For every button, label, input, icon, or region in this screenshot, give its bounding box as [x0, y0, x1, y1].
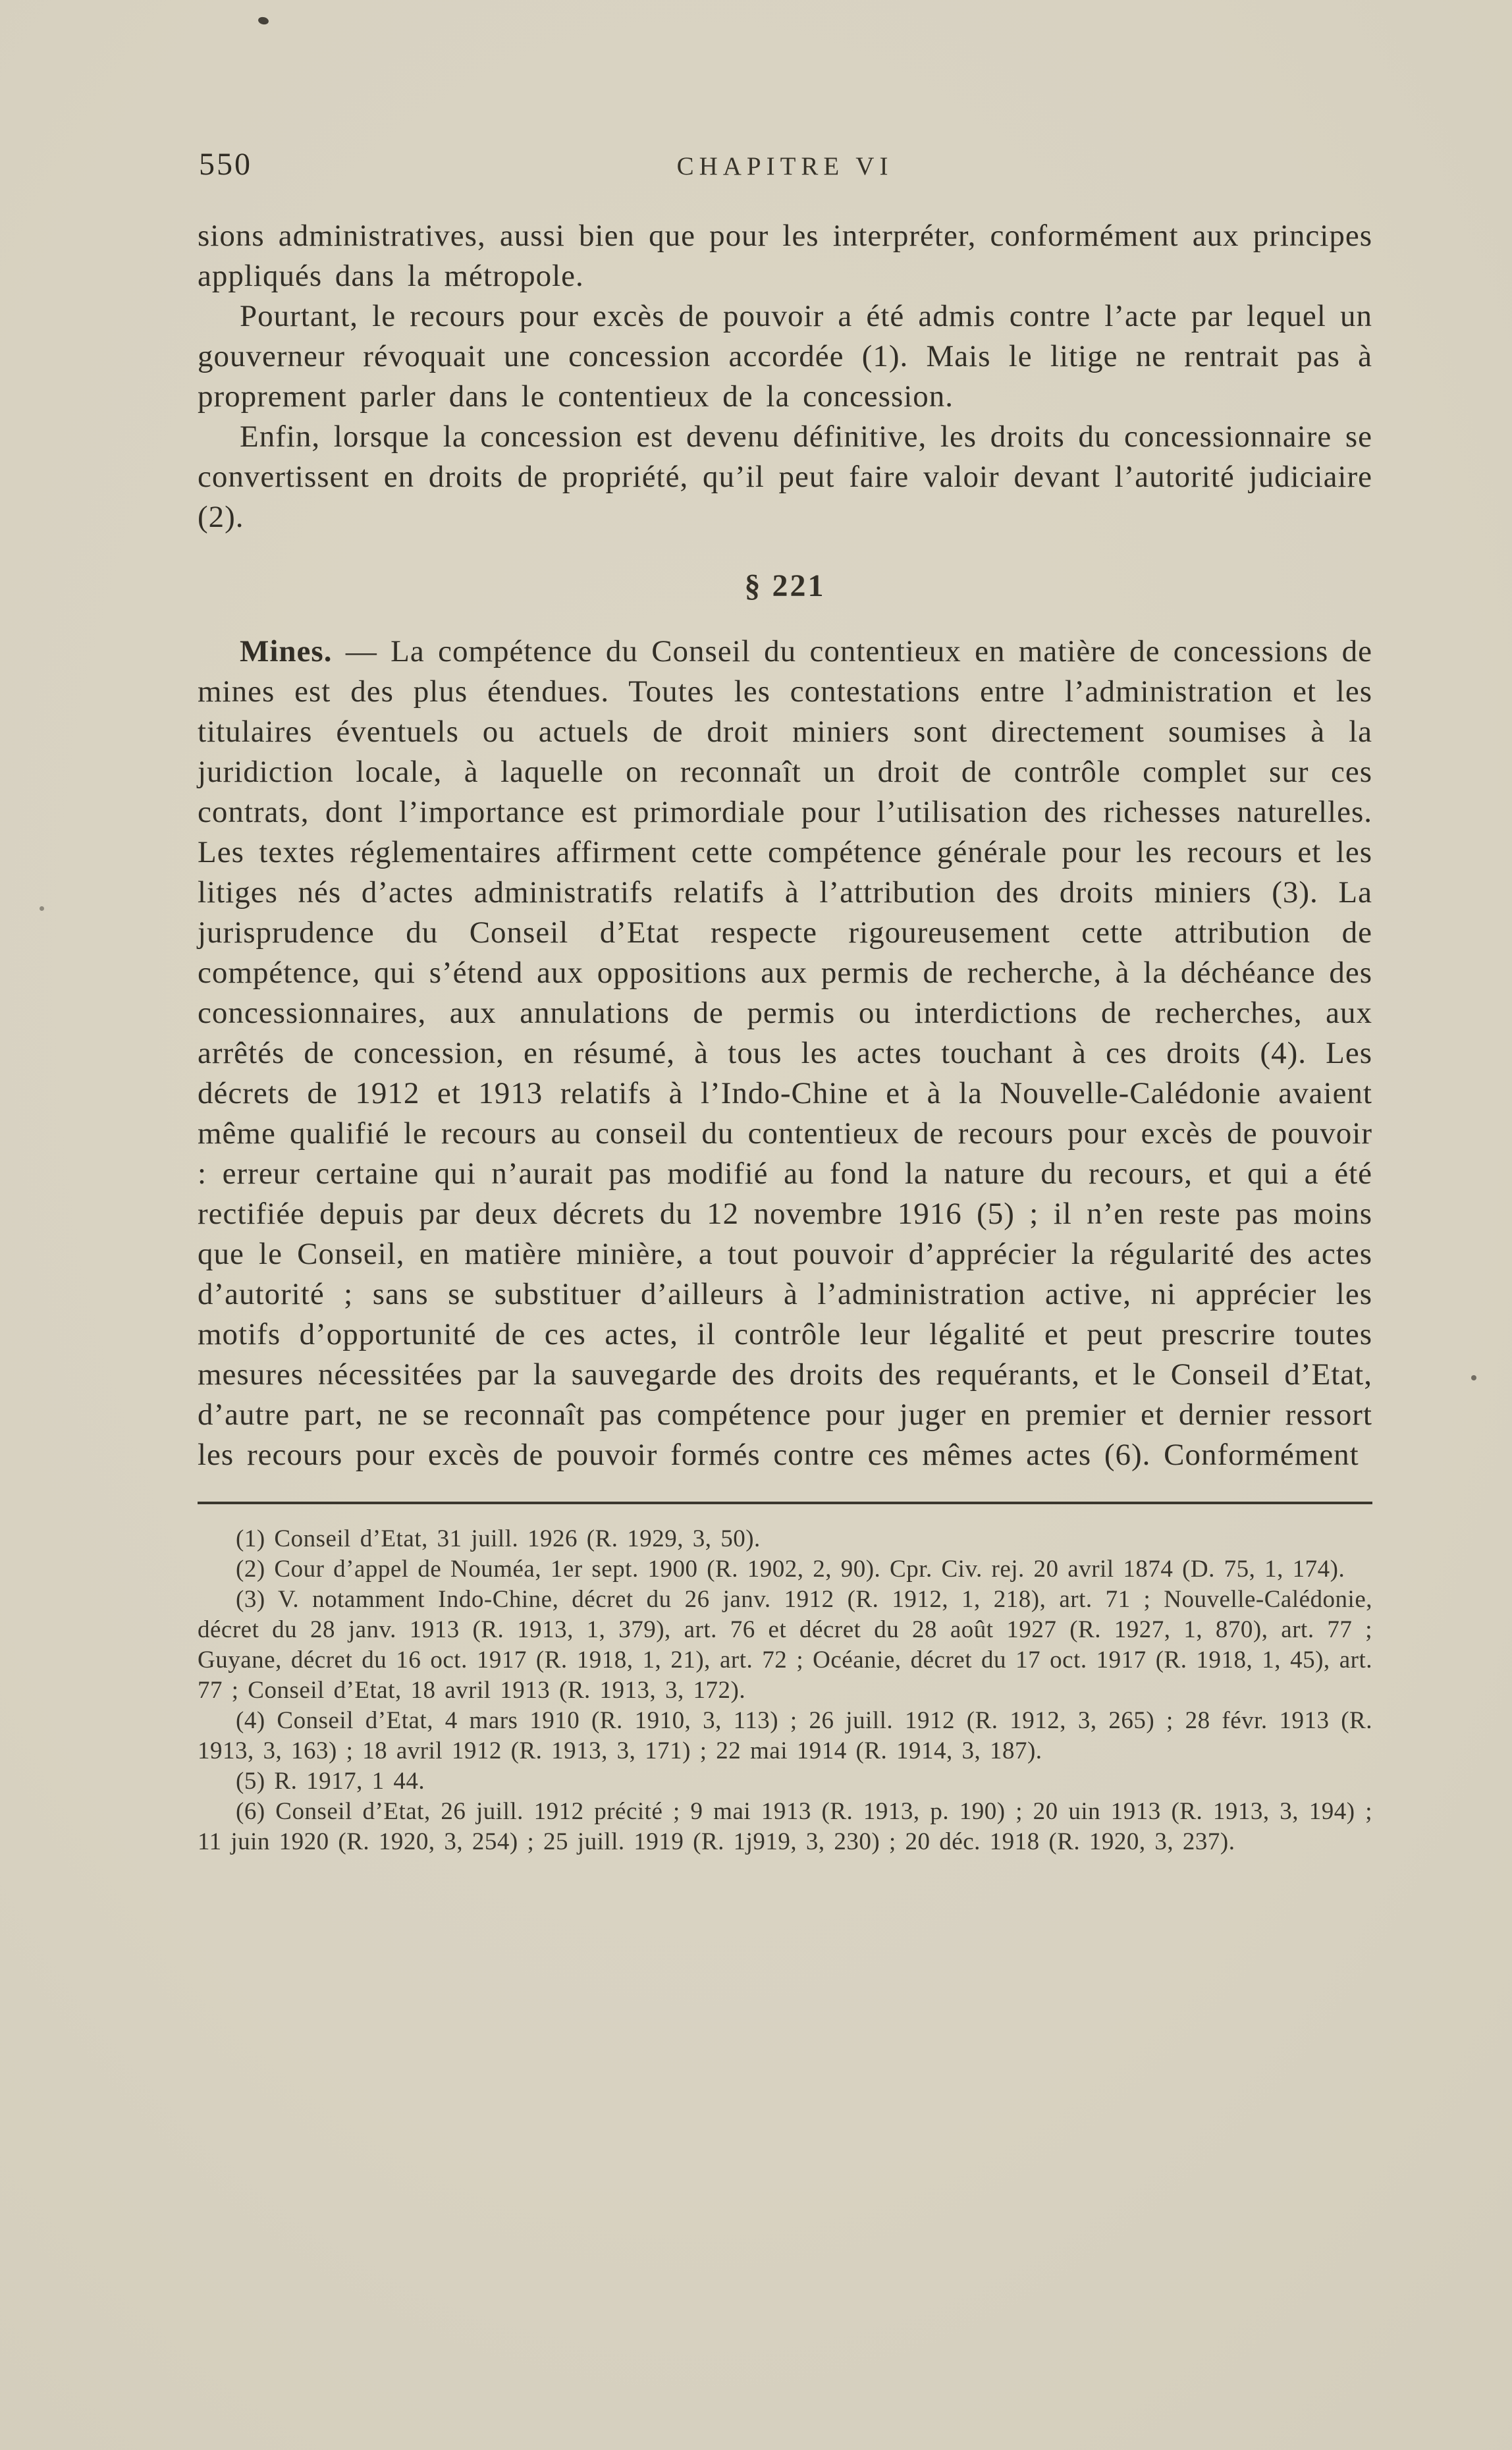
- ink-speck: [1471, 1375, 1476, 1380]
- paragraph: sions administratives, aussi bien que pour les interpréter, conformément aux principes appliqués dans la métropole.: [198, 219, 1372, 293]
- footnote: (3) V. notamment Indo-Chine, décret du 26 janv. 1912 (R. 1912, 1, 218), art. 71 ; Nouvelle-Calédonie, décret du 28 janv. 1913 (R. 1913, 1, 379), art. 76 et décret du 28 août 1927 (R. 1927, 1, 870), art. 77 ; Guyane, décret du 16 oct. 1917 (R. 1918, 1, 21), art. 72 ; Océanie, décret du 17 oct. 1917 (R. 1918, 1, 45), art. 77 ; Conseil d’Etat, 18 avril 1913 (R. 1913, 3, 172).: [198, 1586, 1372, 1704]
- footnote: (6) Conseil d’Etat, 26 juill. 1912 précité ; 9 mai 1913 (R. 1913, p. 190) ; 20 uin 1913 (R. 1913, 3, 194) ; 11 juin 1920 (R. 1920, 3, 254) ; 25 juill. 1919 (R. 1j919, 3, 230) ; 20 déc. 1918 (R. 1920, 3, 237).: [198, 1798, 1372, 1855]
- footnote: (2) Cour d’appel de Nouméa, 1er sept. 1900 (R. 1902, 2, 90). Cpr. Civ. rej. 20 avril 1874 (D. 75, 1, 174).: [236, 1556, 1345, 1583]
- body-text: [198, 216, 1372, 1475]
- mines-paragraph: [198, 632, 1372, 1475]
- footnote-rule: [198, 1502, 1372, 1504]
- paragraph: Pourtant, le recours pour excès de pouvoir a été admis contre l’acte par lequel un gouverneur révoquait une concession accordée (1). Mais le litige ne rentrait pas à proprement parler dans le contentieux de la concession.: [198, 299, 1372, 414]
- chapter-title: CHAPITRE VI: [676, 152, 894, 180]
- running-head: [198, 146, 1372, 187]
- mines-lead: Mines.: [240, 634, 333, 668]
- page-number: 550: [199, 147, 252, 182]
- footnote: (4) Conseil d’Etat, 4 mars 1910 (R. 1910, 3, 113) ; 26 juill. 1912 (R. 1912, 3, 265) ; 28 févr. 1913 (R. 1913, 3, 163) ; 18 avril 1912 (R. 1913, 3, 171) ; 22 mai 1914 (R. 1914, 3, 187).: [198, 1707, 1372, 1764]
- book-page: [198, 146, 1372, 1857]
- footnote: (1) Conseil d’Etat, 31 juill. 1926 (R. 1929, 3, 50).: [236, 1525, 761, 1552]
- section-heading: § 221: [744, 568, 826, 603]
- footnote: (5) R. 1917, 1 44.: [236, 1768, 425, 1795]
- paragraph: Enfin, lorsque la concession est devenu définitive, les droits du concessionnaire se convertissent en droits de propriété, qu’il peut faire valoir devant l’autorité judiciaire (2).: [198, 420, 1372, 534]
- ink-speck: [257, 16, 269, 25]
- mines-text: — La compétence du Conseil du contentieux en matière de concessions de mines est des plus étendues. Toutes les contestations entre l’administration et les titulaires éventuels ou actuels de droit miniers sont directement soumises à la juridiction locale, à laquelle on reconnaît un droit de contrôle complet sur ces contrats, dont l’importance est primordiale pour l’utilisation des richesses naturelles. Les textes réglementaires affirment cette compétence générale pour les recours et les litiges nés d’actes administratifs relatifs à l’attribution des droits miniers (3). La jurisprudence du Conseil d’Etat respecte rigoureusement cette attribution de compétence, qui s’étend aux oppositions aux permis de recherche, à la déchéance des concessionnaires, aux annulations de permis ou interdictions de recherches, aux arrêtés de concession, en résumé, à tous les actes touchant à ces droits (4). Les décrets de 1912 et 1913 relatifs à l’Indo-Chine et à la Nouvelle-Calédonie avaient même qualifié le recours au conseil du contentieux de recours pour excès de pouvoir : erreur certaine qui n’aurait pas modifié au fond la nature du recours, et qui a été rectifiée depuis par deux décrets du 12 novembre 1916 (5) ; il n’en reste pas moins que le Conseil, en matière minière, a tout pouvoir d’apprécier la régularité des actes d’autorité ; sans se substituer d’ailleurs à l’administration active, ni apprécier les motifs d’opportunité de ces actes, il contrôle leur légalité et peut prescrire toutes mesures nécessitées par la sauvegarde des droits des requérants, et le Conseil d’Etat, d’autre part, ne se reconnaît pas compétence pour juger en premier et dernier ressort les recours pour excès de pouvoir formés contre ces mêmes actes (6). Conformément: [198, 634, 1372, 1472]
- footnotes: [198, 1524, 1372, 1857]
- ink-speck: [40, 906, 44, 911]
